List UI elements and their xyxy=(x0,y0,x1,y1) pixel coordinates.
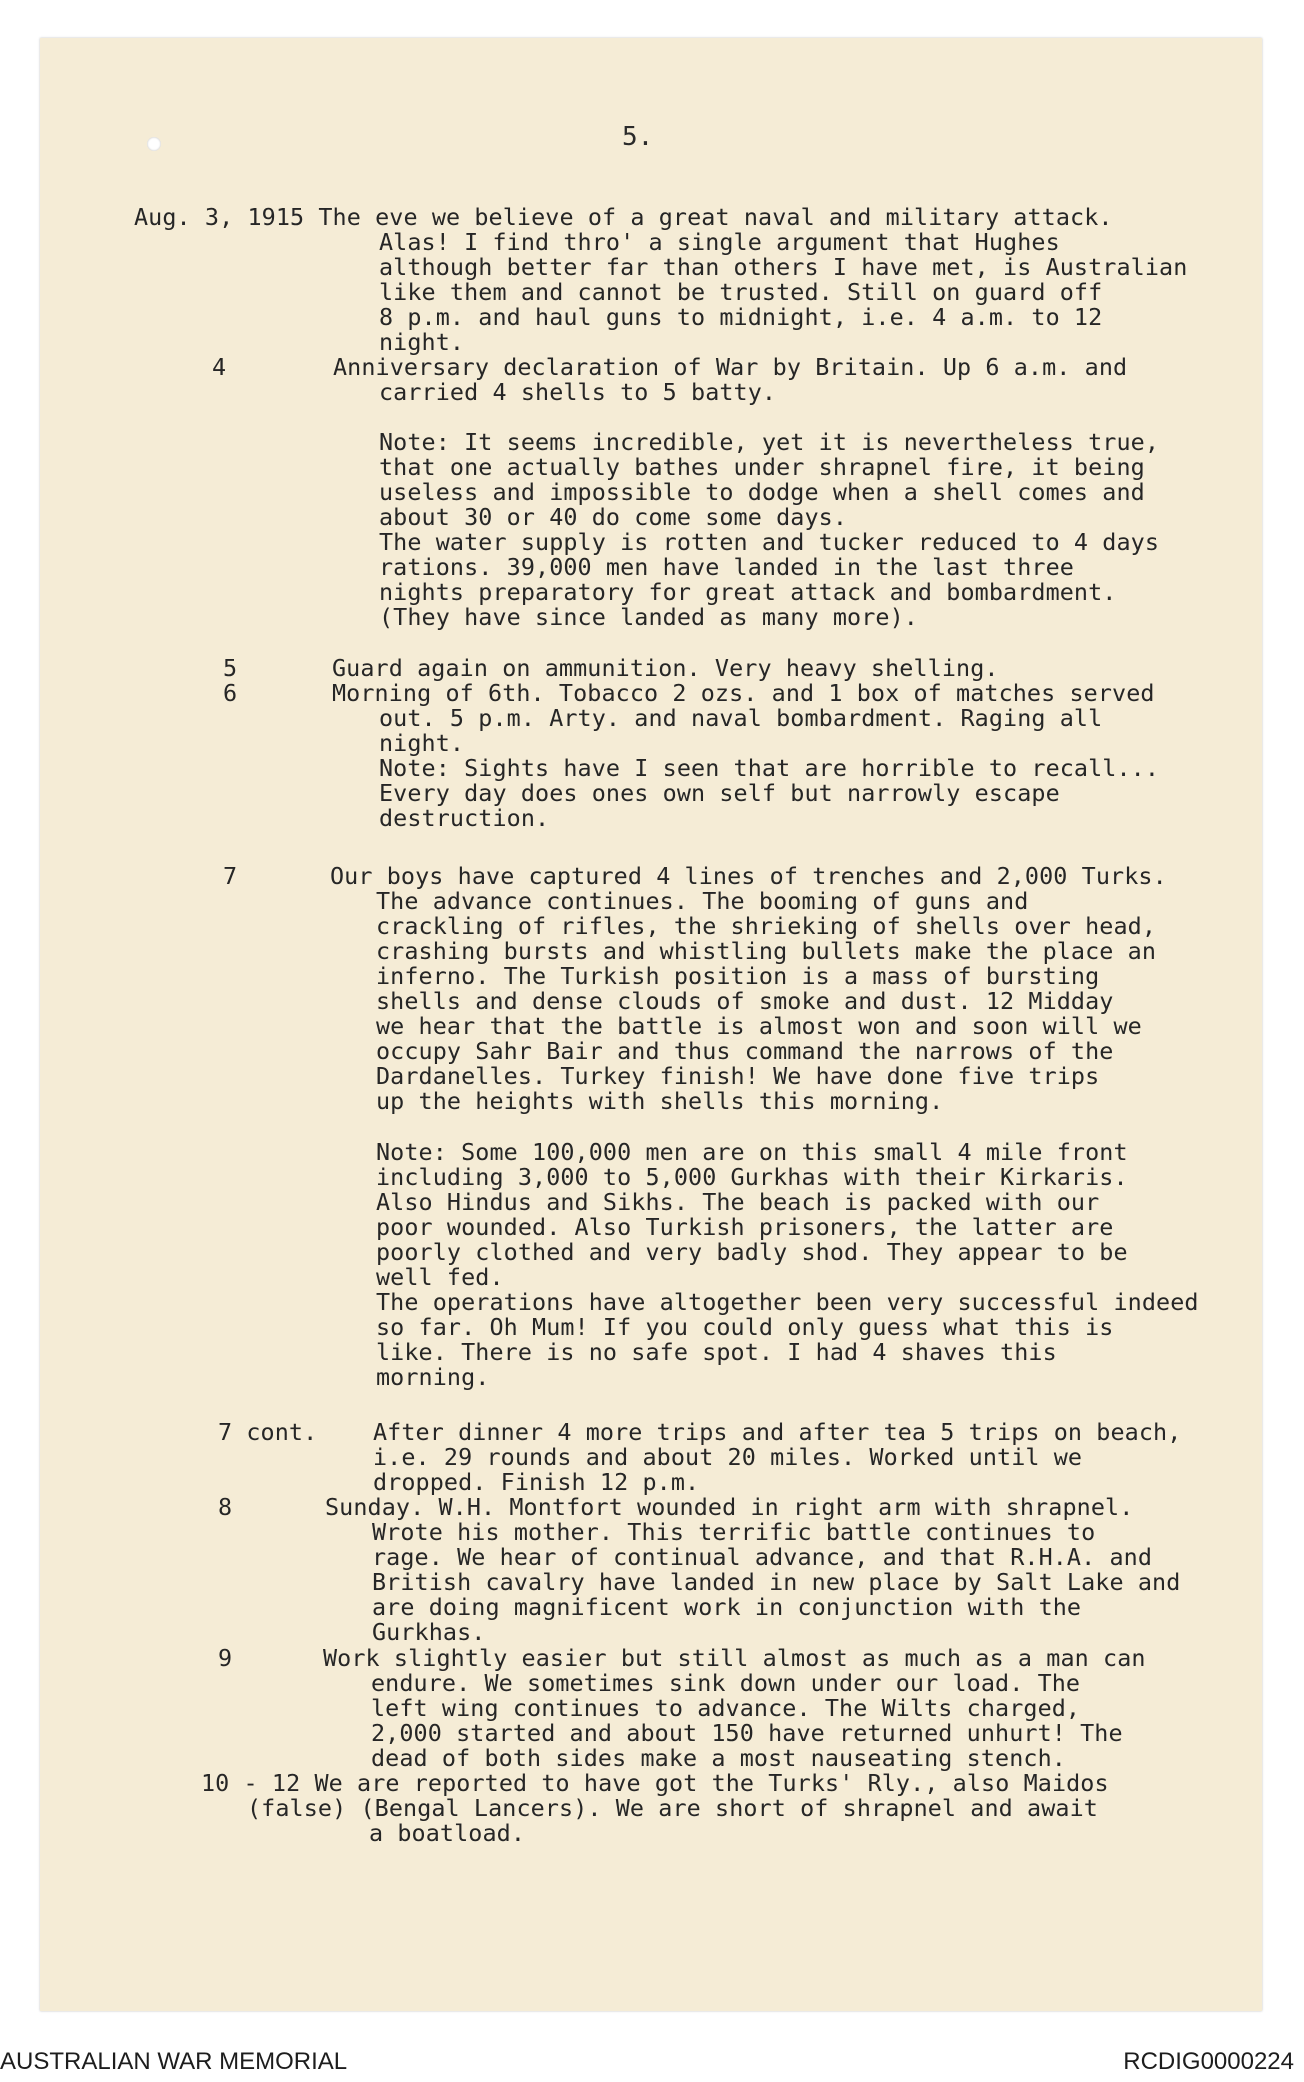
diary-line: we hear that the battle is almost won and soon will we xyxy=(376,1012,1142,1040)
date-label: 9 xyxy=(218,1644,233,1672)
diary-line: endure. We sometimes sink down under our load. The xyxy=(371,1669,1081,1697)
note-line: Also Hindus and Sikhs. The beach is packed with our xyxy=(376,1188,1100,1216)
diary-line: British cavalry have landed in new place by Salt Lake and xyxy=(372,1568,1181,1596)
diary-line: Anniversary declaration of War by Britain. Up 6 a.m. and xyxy=(333,353,1128,381)
diary-line: Dardanelles. Turkey finish! We have done five trips xyxy=(376,1062,1100,1090)
punch-hole xyxy=(147,137,161,151)
note-line: well fed. xyxy=(376,1263,504,1291)
note-line: morning. xyxy=(376,1363,490,1391)
diary-line: crashing bursts and whistling bullets make the place an xyxy=(376,937,1157,965)
note-line: including 3,000 to 5,000 Gurkhas with their Kirkaris. xyxy=(376,1163,1128,1191)
diary-line: are doing magnificent work in conjunction with the xyxy=(372,1593,1082,1621)
diary-line: dead of both sides make a most nauseating stench. xyxy=(371,1744,1066,1772)
diary-line: carried 4 shells to 5 batty. xyxy=(379,378,777,406)
diary-line: Gurkhas. xyxy=(372,1618,486,1646)
diary-line: rage. We hear of continual advance, and that R.H.A. and xyxy=(372,1543,1153,1571)
diary-line: crackling of rifles, the shrieking of shells over head, xyxy=(376,912,1157,940)
diary-line: Alas! I find thro' a single argument that Hughes xyxy=(379,228,1060,256)
diary-line: up the heights with shells this morning. xyxy=(376,1087,944,1115)
note-line: poor wounded. Also Turkish prisoners, the latter are xyxy=(376,1213,1114,1241)
date-label: 5 xyxy=(223,654,238,682)
note-line: so far. Oh Mum! If you could only guess what this is xyxy=(376,1313,1114,1341)
diary-line: occupy Sahr Bair and thus command the narrows of the xyxy=(376,1037,1114,1065)
note-line: like. There is no safe spot. I had 4 shaves this xyxy=(376,1338,1057,1366)
note-line: useless and impossible to dodge when a shell comes and xyxy=(379,478,1145,506)
note-line: Note: Sights have I seen that are horrible to recall... xyxy=(379,754,1160,782)
diary-line: Wrote his mother. This terrific battle continues to xyxy=(372,1518,1096,1546)
date-label: 6 xyxy=(223,679,238,707)
diary-line: 2,000 started and about 150 have returned unhurt! The xyxy=(371,1719,1123,1747)
diary-line: Sunday. W.H. Montfort wounded in right arm with shrapnel. xyxy=(325,1493,1134,1521)
diary-line: After dinner 4 more trips and after tea 5 trips on beach, xyxy=(373,1418,1182,1446)
diary-line: Guard again on ammunition. Very heavy shelling. xyxy=(332,654,999,682)
diary-line: 10 - 12 We are reported to have got the Turks' Rly., also Maidos xyxy=(201,1769,1109,1797)
diary-line: (false) (Bengal Lancers). We are short of shrapnel and await xyxy=(247,1794,1098,1822)
diary-line: a boatload. xyxy=(369,1819,526,1847)
note-line: (They have since landed as many more). xyxy=(379,603,918,631)
diary-line: like them and cannot be trusted. Still on guard off xyxy=(379,278,1103,306)
note-line: Every day does ones own self but narrowly escape xyxy=(379,779,1060,807)
note-line: Note: Some 100,000 men are on this small 4 mile front xyxy=(376,1138,1128,1166)
date-label: 7 cont. xyxy=(218,1418,318,1446)
diary-line: left wing continues to advance. The Wilts charged, xyxy=(371,1694,1081,1722)
note-line: nights preparatory for great attack and bombardment. xyxy=(379,578,1117,606)
note-line: that one actually bathes under shrapnel fire, it being xyxy=(379,453,1145,481)
diary-line: although better far than others I have met, is Australian xyxy=(379,253,1188,281)
footer-document-id: RCDIG0000224 xyxy=(1123,2048,1294,2075)
date-label: 7 xyxy=(223,862,238,890)
diary-line: night. xyxy=(379,729,465,757)
note-line: poorly clothed and very badly shod. They appear to be xyxy=(376,1238,1128,1266)
diary-line: i.e. 29 rounds and about 20 miles. Worked until we xyxy=(373,1443,1083,1471)
page-number: 5. xyxy=(622,122,654,152)
diary-line: Aug. 3, 1915 The eve we believe of a great naval and military attack. xyxy=(134,203,1113,231)
diary-line: dropped. Finish 12 p.m. xyxy=(373,1468,700,1496)
note-line: about 30 or 40 do come some days. xyxy=(379,503,848,531)
diary-line: Work slightly easier but still almost as much as a man can xyxy=(323,1644,1146,1672)
diary-line: inferno. The Turkish position is a mass of bursting xyxy=(376,962,1100,990)
diary-line: 8 p.m. and haul guns to midnight, i.e. 4 a.m. to 12 xyxy=(379,303,1103,331)
diary-line: Morning of 6th. Tobacco 2 ozs. and 1 box of matches served xyxy=(332,679,1155,707)
date-label: 4 xyxy=(212,353,227,381)
note-line: The water supply is rotten and tucker reduced to 4 days xyxy=(379,528,1160,556)
date-label: 8 xyxy=(218,1493,233,1521)
note-line: rations. 39,000 men have landed in the last three xyxy=(379,553,1074,581)
note-line: Note: It seems incredible, yet it is nevertheless true, xyxy=(379,428,1160,456)
note-line: The operations have altogether been very successful indeed xyxy=(376,1288,1199,1316)
diary-line: The advance continues. The booming of guns and xyxy=(376,887,1029,915)
note-line: destruction. xyxy=(379,804,550,832)
diary-line: shells and dense clouds of smoke and dust. 12 Midday xyxy=(376,987,1114,1015)
diary-line: out. 5 p.m. Arty. and naval bombardment. Raging all xyxy=(379,704,1103,732)
diary-line: Our boys have captured 4 lines of trenches and 2,000 Turks. xyxy=(330,862,1167,890)
diary-line: night. xyxy=(379,328,465,356)
footer-archive-name: AUSTRALIAN WAR MEMORIAL xyxy=(0,2048,348,2075)
